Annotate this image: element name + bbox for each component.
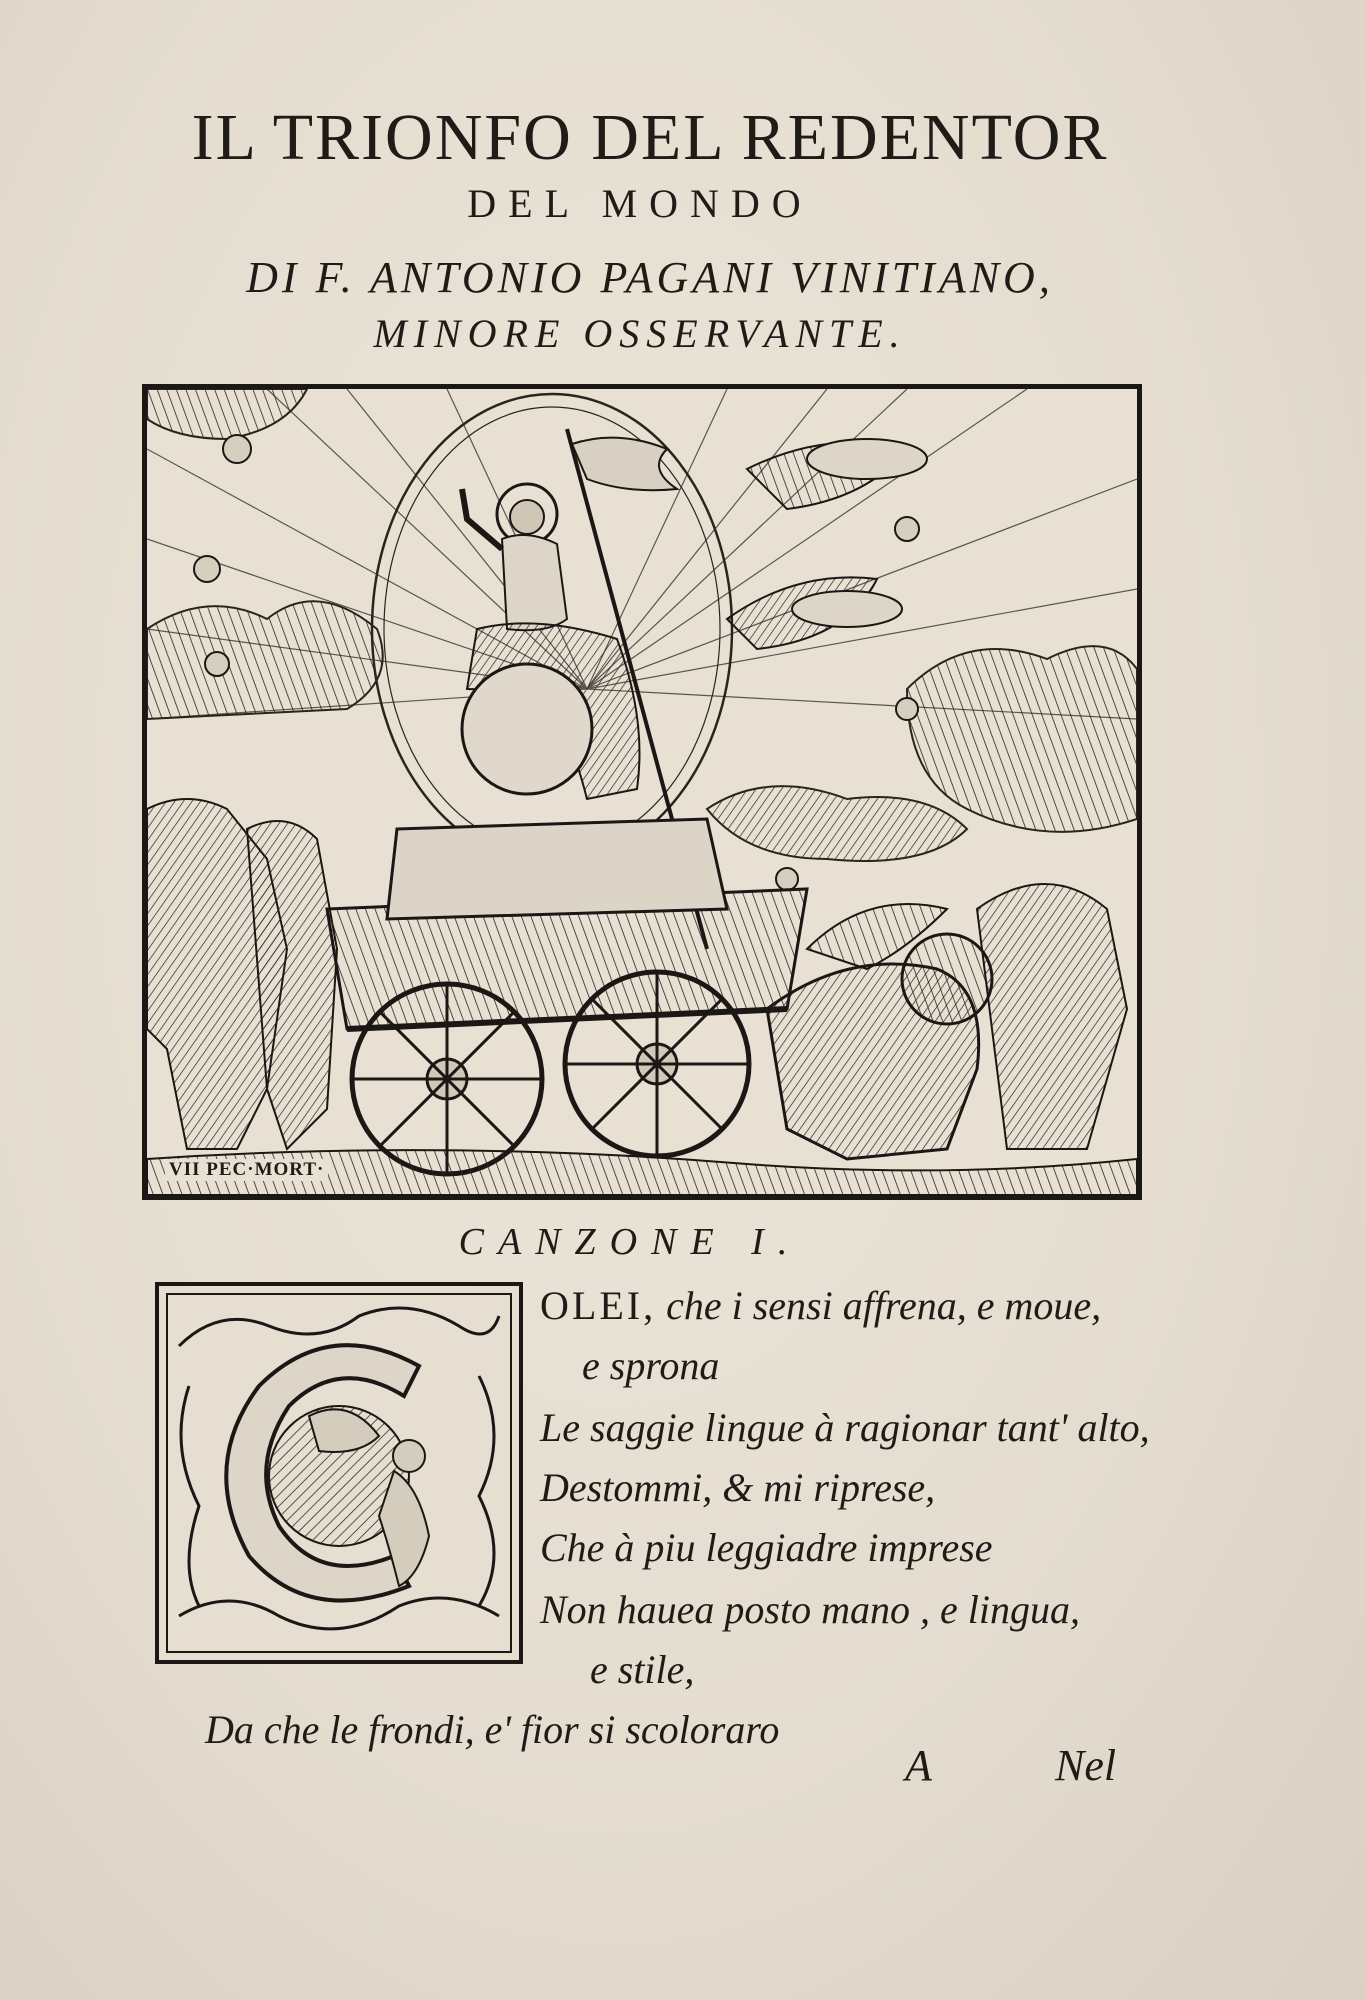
triumph-woodcut-image — [147, 389, 1137, 1195]
verse-line-4: Destommi, & mi riprese, — [540, 1465, 936, 1510]
verse-line-2: e sprona — [582, 1343, 720, 1388]
signature-mark: A — [905, 1741, 932, 1790]
verse-first-word: OLEI, — [540, 1283, 657, 1328]
woodcut-illustration — [142, 384, 1142, 1200]
catchword: Nel — [1055, 1741, 1117, 1790]
verse-line-6: Non hauea posto mano , e lingua, — [540, 1587, 1080, 1632]
order-line: MINORE OSSERVANTE. — [373, 311, 907, 356]
author-line: DI F. ANTONIO PAGANI VINITIANO, — [246, 253, 1054, 302]
page-subtitle: DEL MONDO — [467, 181, 813, 226]
verse-line-7: e stile, — [590, 1647, 695, 1692]
verse-line-5: Che à piu leggiadre imprese — [540, 1525, 993, 1570]
ornament-image — [159, 1286, 519, 1660]
verse-line-8: Da che le frondi, e' fior si scoloraro — [205, 1707, 780, 1752]
verse-line-1-text: che i sensi affrena, e moue, — [656, 1283, 1102, 1328]
poem-heading: CANZONE I. — [458, 1221, 802, 1263]
page-title: IL TRIONFO DEL REDENTOR — [191, 101, 1109, 174]
woodcut-caption: VII PEC·MORT· — [165, 1159, 328, 1181]
verse-line-1 — [540, 1282, 1101, 1329]
decorated-initial-c — [155, 1282, 523, 1664]
verse-line-3: Le saggie lingue à ragionar tant' alto, — [540, 1405, 1150, 1450]
